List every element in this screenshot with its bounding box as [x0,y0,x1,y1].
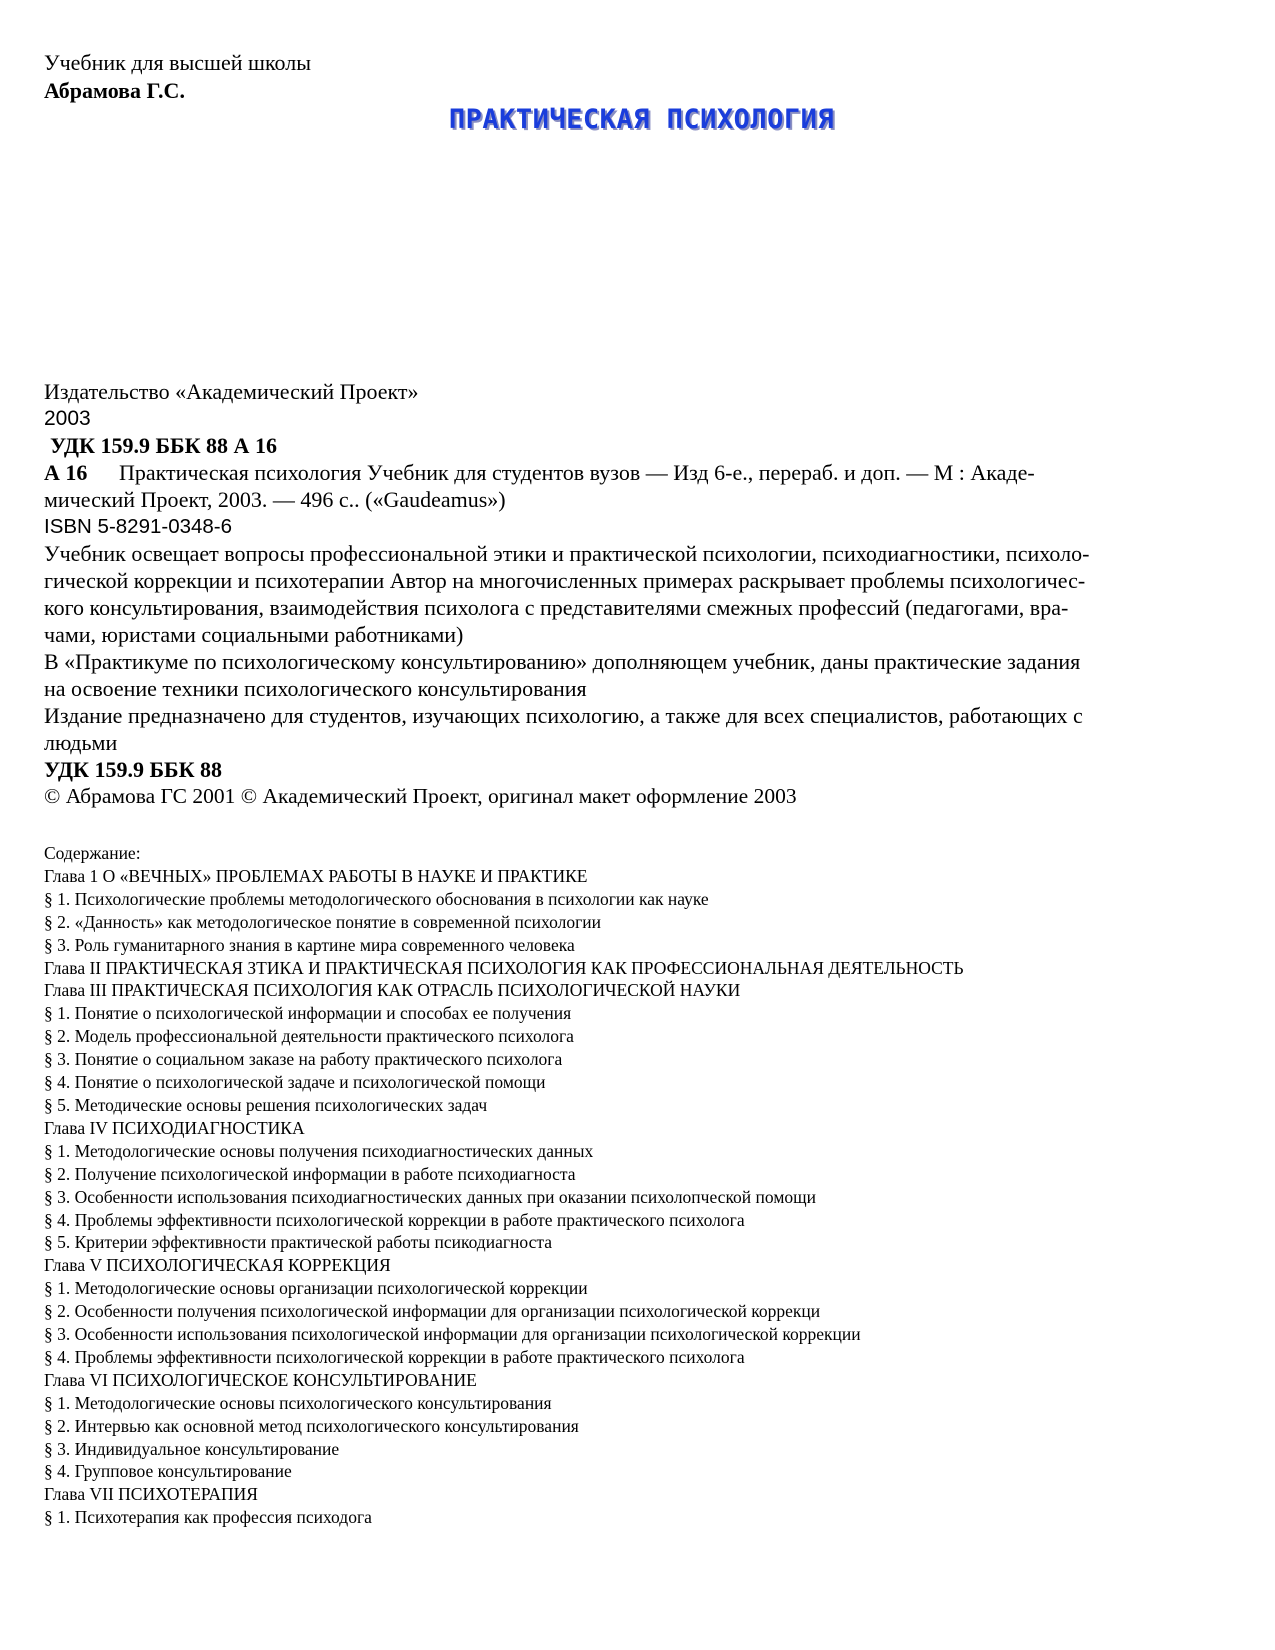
toc-section: § 3. Роль гуманитарного знания в картине мира современного человека [44,934,575,955]
udc-bbk-top: УДК 159.9 ББК 88 А 16 [50,433,277,458]
udc-bbk-bottom: УДК 159.9 ББК 88 [44,757,223,782]
toc-chapter: Глава III ПРАКТИЧЕСКАЯ ПСИХОЛОГИЯ КАК ОТРАСЛЬ ПСИХОЛОГИЧЕСКОЙ НАУКИ [44,980,741,1001]
annotation-line: людьми [44,730,118,755]
annotation-line: Издание предназначено для студентов, изучающих психологию, а также для всех специалистов, работающих с [44,703,1083,728]
toc-chapter: Глава VI ПСИХОЛОГИЧЕСКОЕ КОНСУЛЬТИРОВАНИЕ [44,1369,477,1390]
biblio-line-2: мический Проект, 2003. — 496 с.. («Gaudeamus») [44,487,506,512]
annotation-paragraph-1 [44,540,1224,648]
publisher: Издательство «Академический Проект» [44,379,419,404]
toc-section: § 5. Критерии эффективности практической работы псикодиагноста [44,1232,552,1253]
book-title: ПРАКТИЧЕСКАЯ ПСИХОЛОГИЯ [448,104,835,135]
toc-section: § 4. Групповое консультирование [44,1461,292,1482]
annotation-line: Учебник освещает вопросы профессиональной этики и практической психологии, психодиагностики, психоло- [44,541,1090,566]
toc-section: § 4. Понятие о психологической задаче и психологической помощи [44,1072,546,1093]
toc-section: § 3. Особенности использования психологической информации для организации психологической коррекции [44,1324,861,1345]
toc-section: § 3. Индивидуальное консультирование [44,1438,340,1459]
toc-section: § 1. Понятие о психологической информации и способах ее получения [44,1003,572,1024]
table-of-contents [44,842,1234,1529]
toc-chapter: Глава 1 О «ВЕЧНЫХ» ПРОБЛЕМАХ РАБОТЫ В НАУКЕ И ПРАКТИКЕ [44,865,588,886]
a16-label: А 16 [44,460,88,485]
toc-section: § 2. Интервью как основной метод психологического консультирования [44,1415,579,1436]
annotation-line: на освоение техники психологического консультирования [44,676,587,701]
toc-section: § 5. Методические основы решения психологических задач [44,1094,488,1115]
toc-section: § 2. Получение психологической информации в работе психодиагноста [44,1163,576,1184]
toc-list [44,865,1234,1529]
toc-section: § 4. Проблемы эффективности психологической коррекции в работе практического психолога [44,1346,745,1367]
copyright-line: © Абрамова ГС 2001 © Академический Проект, оригинал макет оформление 2003 [44,784,797,808]
series-label: Учебник для высшей школы [44,50,312,75]
annotation-paragraph-2 [44,648,1224,702]
annotation-line: В «Практикуме по психологическому консультированию» дополняющем учебник, даны практические задания [44,649,1081,674]
toc-section: § 3. Понятие о социальном заказе на работу практического психолога [44,1049,563,1070]
toc-chapter: Глава V ПСИХОЛОГИЧЕСКАЯ КОРРЕКЦИЯ [44,1255,391,1276]
annotation-line: чами, юристами социальными работниками) [44,622,464,647]
toc-chapter: Глава IV ПСИХОДИАГНОСТИКА [44,1117,305,1138]
toc-chapter: Глава VII ПСИХОТЕРАПИЯ [44,1484,258,1505]
toc-section: § 2. Модель профессиональной деятельности практического психолога [44,1026,574,1047]
annotation-line: кого консультирования, взаимодействия психолога с представителями смежных профессий (педагогами, вра- [44,595,1069,620]
toc-chapter: Глава II ПРАКТИЧЕСКАЯ ЗТИКА И ПРАКТИЧЕСКАЯ ПСИХОЛОГИЯ КАК ПРОФЕССИОНАЛЬНАЯ ДЕЯТЕЛЬНОСТЬ [44,957,964,978]
toc-heading: Содержание: [44,843,141,863]
annotation-paragraph-3 [44,702,1224,756]
author-name: Абрамова Г.С. [44,78,185,103]
toc-section: § 4. Проблемы эффективности психологической коррекции в работе практического психолога [44,1209,745,1230]
publication-block [44,378,1224,810]
toc-section: § 2. «Данность» как методологическое понятие в современной психологии [44,911,602,932]
bibliographic-entry [44,459,1224,486]
publication-year: 2003 [44,407,91,430]
isbn: ISBN 5-8291-0348-6 [44,515,233,538]
toc-section: § 1. Психотерапия как профессия психодога [44,1507,372,1528]
toc-section: § 1. Методологические основы организации психологической коррекции [44,1278,588,1299]
toc-section: § 2. Особенности получения психологической информации для организации психологической коррекци [44,1301,821,1322]
toc-section: § 1. Методологические основы психологического консультирования [44,1392,552,1413]
toc-section: § 1. Методологические основы получения психодиагностических данных [44,1140,594,1161]
toc-section: § 3. Особенности использования психодиагностических данных при оказании психолопческой помощи [44,1186,816,1207]
annotation-line: гической коррекции и психотерапии Автор на многочисленных примерах раскрывает проблемы психологичес- [44,568,1086,593]
biblio-line-1: Практическая психология Учебник для студентов вузов — Изд 6-е., перераб. и доп. — М : Акаде- [119,460,1035,485]
toc-section: § 1. Психологические проблемы методологического обоснования в психологии как науке [44,888,709,909]
